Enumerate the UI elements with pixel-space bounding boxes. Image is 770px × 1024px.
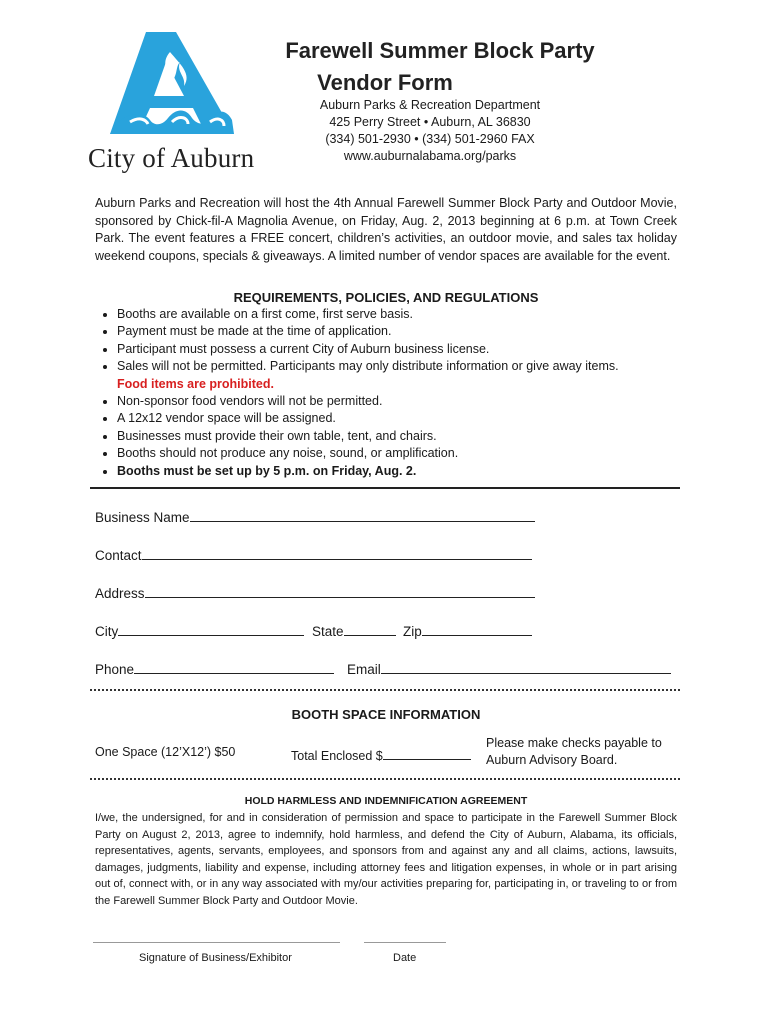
requirements-list (95, 306, 697, 480)
section-divider (90, 487, 680, 489)
department-website: www.auburnalabama.org/parks (343, 149, 517, 163)
dotted-divider (90, 778, 680, 780)
list-item: • Non-sponsor food vendors will not be permitted. (117, 393, 697, 410)
department-address: 425 Perry Street • Auburn, AL 36830 (329, 115, 531, 129)
booth-space-price: One Space (12’X12’) $50 (95, 745, 236, 759)
business-name-line[interactable] (190, 507, 535, 522)
total-enclosed-line[interactable] (383, 745, 471, 760)
city-label: City (95, 624, 119, 639)
address-line[interactable] (145, 583, 535, 598)
booth-heading: BOOTH SPACE INFORMATION (291, 707, 481, 722)
contact-label: Contact (95, 548, 142, 563)
list-item (117, 358, 697, 393)
prohibited-note: Food items are prohibited. (117, 376, 274, 391)
city-line[interactable] (118, 621, 304, 636)
list-item: • Businesses must provide their own table, tent, and chairs. (117, 428, 697, 445)
email-line[interactable] (381, 659, 671, 674)
list-item: • Booths must be set up by 5 p.m. on Friday, Aug. 2. (117, 463, 697, 480)
phone-line[interactable] (134, 659, 334, 674)
requirements-heading: REQUIREMENTS, POLICIES, AND REGULATIONS (233, 290, 539, 305)
email-label: Email (347, 662, 381, 677)
state-field[interactable] (312, 621, 396, 639)
list-item: • Booths are available on a first come, first serve basis. (117, 306, 697, 323)
date-label: Date (393, 952, 417, 964)
signature-line[interactable] (93, 942, 340, 943)
city-field[interactable] (95, 621, 304, 639)
state-label: State (312, 624, 344, 639)
department-name: Auburn Parks & Recreation Department (319, 98, 541, 112)
logo-text: City of Auburn (88, 143, 255, 173)
agreement-text: I/we, the undersigned, for and in consideration of permission and space to participate in the Farewell Summer Block Party on August 2, 2013, agree to indemnify, hold harmless, and defend the City of Auburn, Alabama, its officials, representatives, agents, servants, employees, and sponsors from and against any and all claims, actions, lawsuits, damages, judgments, liability and expense, including attorney fees and litigation expenses, in whole or in part arising out of, connect with, or in any way associated with my/our activities preparing for, participating in, or traveling to or from the Farewell Summer Block Party and Outdoor Movie. (95, 812, 677, 907)
page-title-line1: Farewell Summer Block Party (285, 38, 595, 63)
total-enclosed-field[interactable] (291, 745, 471, 763)
zip-line[interactable] (422, 621, 532, 636)
payable-note-line1: Please make checks payable to (486, 736, 662, 750)
business-name-label: Business Name (95, 510, 190, 525)
list-item: • Participant must possess a current City of Auburn business license. (117, 341, 697, 358)
contact-field[interactable] (95, 545, 532, 563)
list-item-text: Sales will not be permitted. Participants may only distribute information or give away items. (117, 359, 619, 374)
intro-paragraph: Auburn Parks and Recreation will host the 4th Annual Farewell Summer Block Party and Outdoor Movie, sponsored by Chick-fil-A Magnolia Avenue, on Friday, Aug. 2, 2013 beginning at 6 p.m. at Town Creek Park. The event features a FREE concert, children’s activities, an outdoor movie, and sales tax holiday weekend coupons, specials & giveaways. A limited number of vendor spaces are available for the event. (95, 196, 677, 263)
payable-note-line2: Auburn Advisory Board. (486, 753, 618, 767)
email-field[interactable] (347, 659, 671, 677)
address-label: Address (95, 586, 145, 601)
phone-label: Phone (95, 662, 135, 677)
contact-line[interactable] (142, 545, 532, 560)
list-item: • Booths should not produce any noise, sound, or amplification. (117, 445, 697, 462)
total-enclosed-label: Total Enclosed $ (291, 749, 383, 763)
agreement-heading: HOLD HARMLESS AND INDEMNIFICATION AGREEMENT (244, 795, 528, 807)
zip-label: Zip (403, 624, 422, 639)
zip-field[interactable] (403, 621, 532, 639)
business-name-field[interactable] (95, 507, 535, 525)
department-phones: (334) 501-2930 • (334) 501-2960 FAX (325, 132, 535, 146)
dotted-divider (90, 689, 680, 691)
list-item: • A 12x12 vendor space will be assigned. (117, 410, 697, 427)
phone-field[interactable] (95, 659, 334, 677)
list-item: • Payment must be made at the time of application. (117, 323, 697, 340)
page-title-line2: Vendor Form (317, 70, 453, 95)
address-field[interactable] (95, 583, 535, 601)
date-line[interactable] (364, 942, 446, 943)
state-line[interactable] (344, 621, 396, 636)
signature-label: Signature of Business/Exhibitor (139, 952, 292, 964)
